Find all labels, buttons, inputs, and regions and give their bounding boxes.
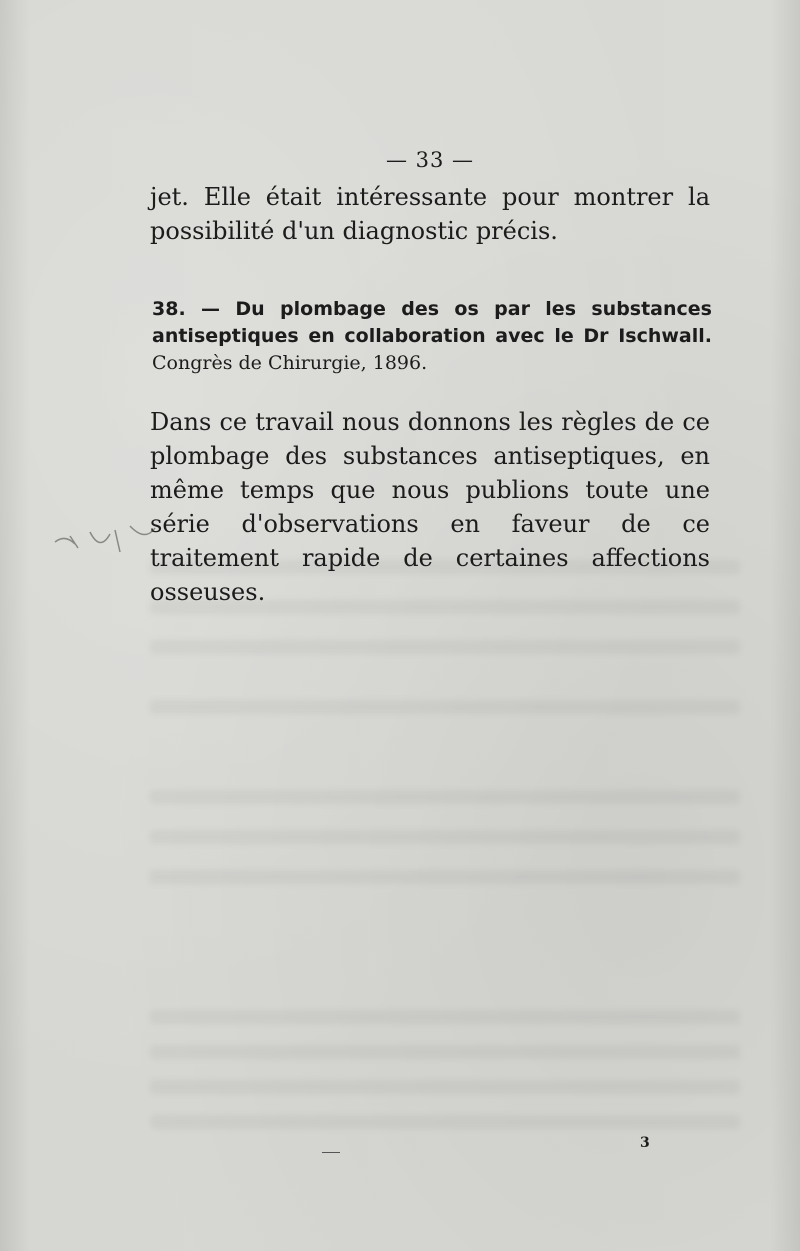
paragraph-description: Dans ce travail nous donnons les règles de ce plombage des substances antiseptiques, en même temps que nous publions toute une série d'observations en faveur de ce traitement rapide de certaines affections osseuses. (150, 408, 710, 606)
handwritten-margin-note (50, 512, 160, 562)
bleed-through (150, 870, 740, 884)
entry-title: 38. — Du plombage des os par les substances antiseptiques en collaboration avec le Dr Ischwall. (152, 298, 712, 347)
entry-venue: Congrès de Chirurgie, 1896. (152, 352, 428, 374)
bleed-through (150, 1115, 740, 1129)
bleed-through (150, 1010, 740, 1024)
printer-mark (322, 1148, 340, 1153)
bleed-through (150, 790, 740, 804)
bleed-through (150, 700, 740, 714)
bibliography-entry (152, 296, 712, 377)
bleed-through (150, 830, 740, 844)
bleed-through (150, 640, 740, 654)
bleed-through (150, 1080, 740, 1094)
paragraph-continuation: jet. Elle était intéressante pour montrer la possibilité d'un diagnostic précis. (150, 183, 710, 245)
signature-mark: 3 (640, 1135, 650, 1151)
bleed-through (150, 1045, 740, 1059)
page-number: — 33 — (385, 148, 475, 172)
